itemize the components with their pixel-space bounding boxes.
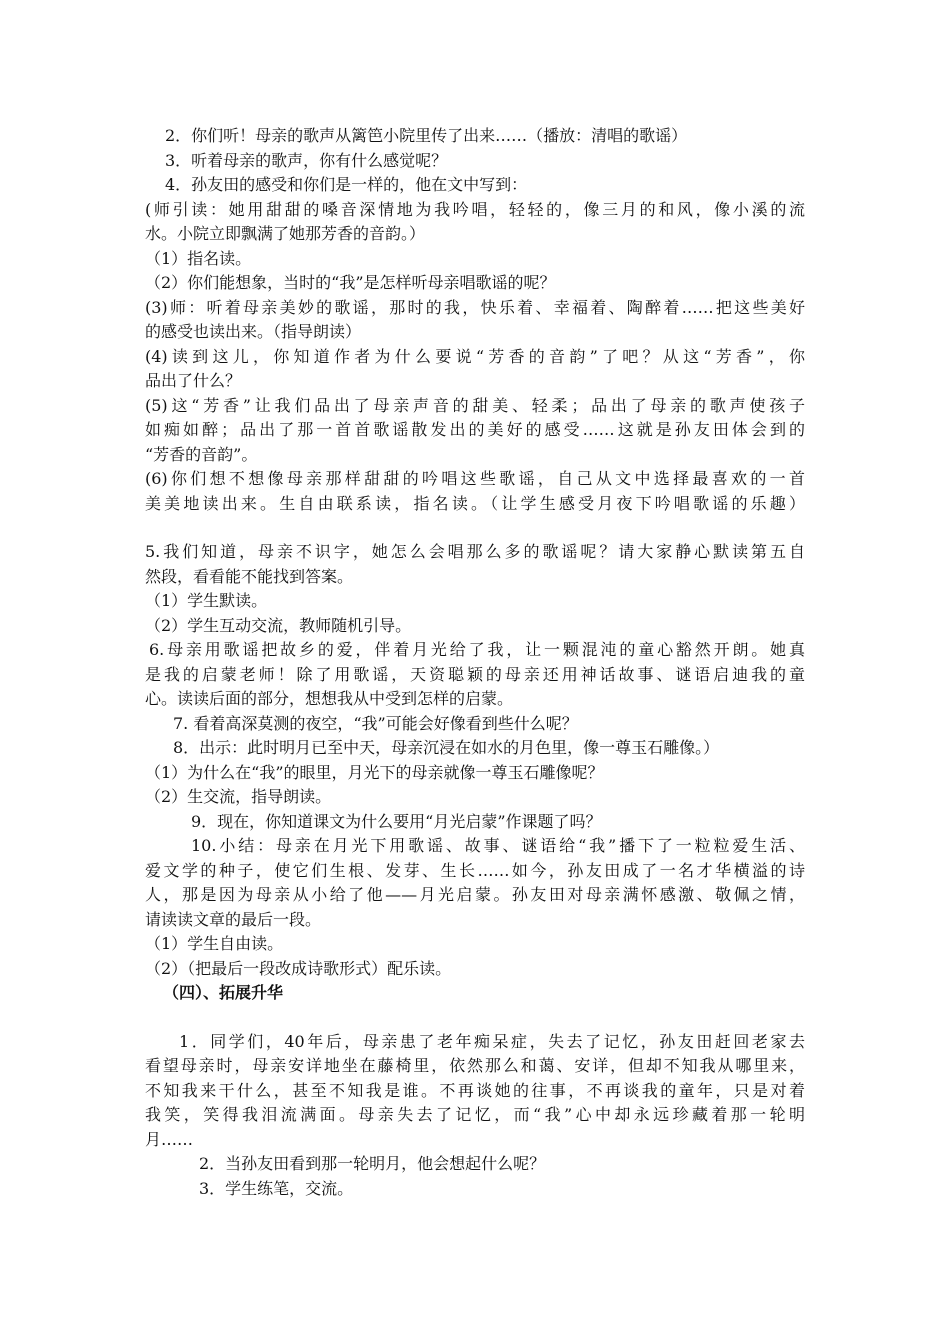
text-line: 是我的启蒙老师！除了用歌谣，天资聪颖的母亲还用神话故事、谜语启迪我的童 xyxy=(145,664,805,684)
text-line: （1）指名读。 xyxy=(145,248,252,268)
paragraph-gap xyxy=(145,1006,805,1030)
text-line: （1）学生默读。 xyxy=(145,591,268,610)
text-line: 品出了什么？ xyxy=(145,371,242,390)
text-line: 心。读读后面的部分，想想我从中受到怎样的启蒙。 xyxy=(145,689,514,708)
text-line: 爱文学的种子，使它们生根、发芽、生长……如今，孙友田成了一名才华横溢的诗 xyxy=(145,860,805,880)
text-line: 4．孙友田的感受和你们是一样的，他在文中写到： xyxy=(165,175,528,194)
text-line: （2）生交流，指导朗读。 xyxy=(145,787,332,806)
text-line: 8．出示：此时明月已至中天，母亲沉浸在如水的月色里，像一尊玉石雕像。） xyxy=(173,738,720,757)
text-line: (3)师：听着母亲美妙的歌谣，那时的我，快乐着、幸福着、陶醉着……把这些美好 xyxy=(145,297,805,317)
text-line: 3．听着母亲的歌声，你有什么感觉呢？ xyxy=(165,150,448,170)
text-line: （2）（把最后一段改成诗歌形式）配乐读。 xyxy=(145,958,452,978)
text-line: （1）为什么在“我”的眼里，月光下的母亲就像一尊玉石雕像呢？ xyxy=(145,762,604,782)
text-line: 2．你们听！母亲的歌声从篱笆小院里传了出来……（播放：清唱的歌谣） xyxy=(165,126,688,145)
text-line: 10.小结：母亲在月光下用歌谣、故事、谜语给“我”播下了一粒粒爱生活、 xyxy=(191,836,805,855)
text-line: 6.母亲用歌谣把故乡的爱，伴着月光给了我，让一颗混沌的童心豁然开朗。她真 xyxy=(149,640,805,659)
text-line: （2）你们能想象，当时的“我”是怎样听母亲唱歌谣的呢？ xyxy=(145,273,556,292)
text-line: 2．当孙友田看到那一轮明月，他会想起什么呢？ xyxy=(199,1154,546,1173)
document-body xyxy=(145,124,805,1201)
text-line: 3．学生练笔，交流。 xyxy=(199,1178,354,1198)
text-line: 请读读文章的最后一段。 xyxy=(145,909,322,929)
text-line: 9．现在，你知道课文为什么要用“月光启蒙”作课题了吗？ xyxy=(191,811,602,831)
text-line: 我笑，笑得我泪流满面。母亲失去了记忆，而“我”心中却永远珍藏着那一轮明 xyxy=(145,1105,805,1124)
text-line: 5.我们知道，母亲不识字，她怎么会唱那么多的歌谣呢？请大家静心默读第五自 xyxy=(145,542,805,561)
text-line: 1．同学们，40年后，母亲患了老年痴呆症，失去了记忆，孙友田赶回老家去 xyxy=(179,1031,805,1051)
text-line: 然段，看看能不能找到答案。 xyxy=(145,566,354,586)
text-line: “芳香的音韵”。 xyxy=(145,444,258,464)
text-line: 的感受也读出来。（指导朗读） xyxy=(145,322,362,341)
section-heading: （四）、拓展升华 xyxy=(163,983,284,1002)
text-line: (师引读：她用甜甜的嗓音深情地为我吟唱，轻轻的，像三月的和风，像小溪的流 xyxy=(145,199,805,219)
text-line: 看望母亲时，母亲安详地坐在藤椅里，依然那么和蔼、安详，但却不知我从哪里来， xyxy=(145,1056,805,1075)
text-line: 月…… xyxy=(145,1129,194,1149)
text-line: 人，那是因为母亲从小给了他——月光启蒙。孙友田对母亲满怀感激、敬佩之情， xyxy=(145,885,805,904)
text-line: 水。小院立即飘满了她那芳香的音韵。） xyxy=(145,224,426,243)
text-line: (4)读到这儿，你知道作者为什么要说“芳香的音韵”了吧？从这“芳香”，你 xyxy=(145,346,805,366)
paragraph-gap xyxy=(145,516,805,540)
text-line: 7. 看着高深莫测的夜空，“我”可能会好像看到些什么呢？ xyxy=(173,713,578,733)
text-line: 如痴如醉；品出了那一首首歌谣散发出的美好的感受……这就是孙友田体会到的 xyxy=(145,420,805,439)
text-line: 美美地读出来。生自由联系读，指名读。（让学生感受月夜下吟唱歌谣的乐趣） xyxy=(145,493,805,513)
text-line: (6)你们想不想像母亲那样甜甜的吟唱这些歌谣，自己从文中选择最喜欢的一首 xyxy=(145,469,805,488)
text-line: 不知我来干什么，甚至不知我是谁。不再谈她的往事，不再谈我的童年，只是对着 xyxy=(145,1080,805,1100)
text-line: (5)这“芳香”让我们品出了母亲声音的甜美、轻柔；品出了母亲的歌声使孩子 xyxy=(145,395,805,415)
text-line: （2）学生互动交流，教师随机引导。 xyxy=(145,615,412,635)
text-line: （1）学生自由读。 xyxy=(145,934,284,953)
